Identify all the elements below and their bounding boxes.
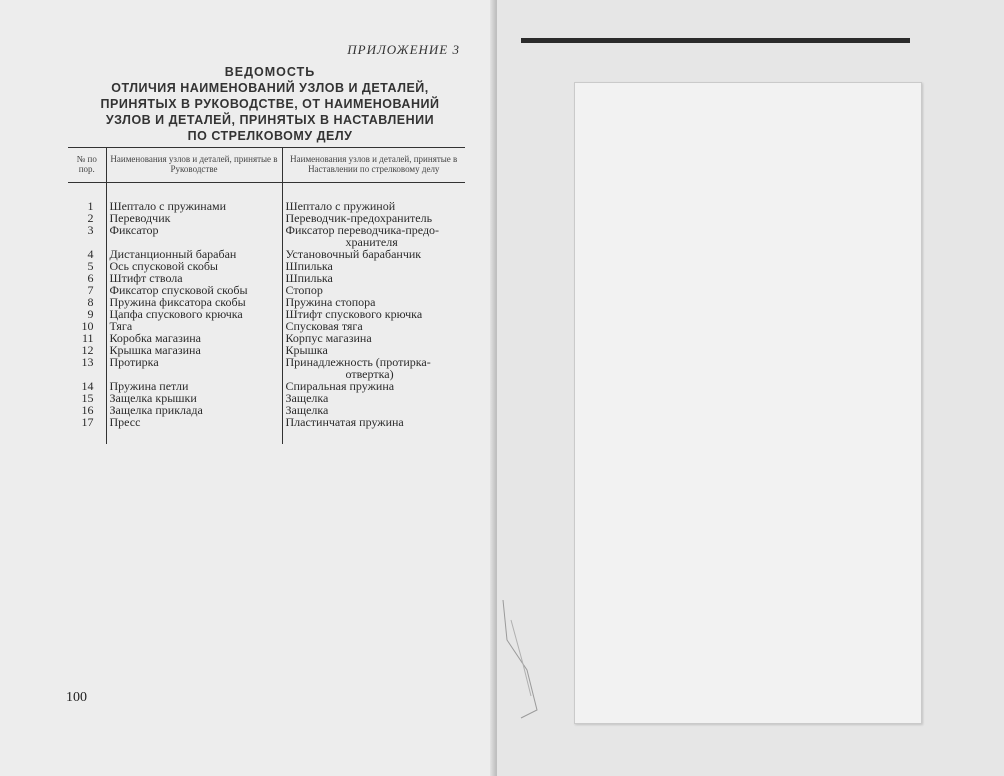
row-number: 1	[87, 199, 94, 213]
row-number: 2	[87, 211, 94, 225]
row-number: 14	[81, 379, 94, 393]
row-number: 3	[87, 223, 94, 237]
manual-name: Переводчик	[106, 212, 282, 224]
row-number: 11	[81, 331, 94, 345]
page-number: 100	[66, 690, 87, 705]
title-line: УЗЛОВ И ДЕТАЛЕЙ, ПРИНЯТЫХ В НАСТАВЛЕНИИ	[105, 113, 435, 127]
row-number: 8	[87, 295, 94, 309]
instruction-name-text: Защелка	[285, 403, 329, 417]
manual-name: Тяга	[106, 320, 282, 332]
instruction-name-text: Стопор	[285, 283, 323, 297]
row-number: 15	[81, 391, 94, 405]
instruction-name-text: Шпилька	[285, 259, 333, 273]
table-row	[68, 416, 465, 428]
manual-name: Фиксатор	[106, 224, 282, 248]
manual-name: Фиксатор спусковой скобы	[106, 284, 282, 296]
row-number: 6	[87, 271, 94, 285]
header-rule	[521, 38, 910, 43]
instruction-name-text: Защелка	[285, 391, 329, 405]
header-number: № по пор.	[68, 148, 106, 183]
instruction-name-text: Шпилька	[285, 271, 333, 285]
instruction-name-text: Установочный барабанчик	[285, 247, 422, 261]
header-manual-name: Наименования узлов и деталей, принятые в Руководстве	[106, 148, 282, 183]
instruction-name-text: Шептало с пружиной	[285, 199, 396, 213]
title-line: ПРИНЯТЫХ В РУКОВОДСТВЕ, ОТ НАИМЕНОВАНИЙ	[100, 97, 440, 111]
appendix-label: ПРИЛОЖЕНИЕ 3	[347, 42, 460, 57]
instruction-name-text: Переводчик-предохранитель	[285, 211, 433, 225]
title-main: ВЕДОМОСТЬ	[224, 65, 316, 79]
document-title	[60, 64, 480, 144]
manual-name: Дистанционный барабан	[106, 248, 282, 260]
manual-name: Пружина фиксатора скобы	[106, 296, 282, 308]
manual-name: Коробка магазина	[106, 332, 282, 344]
instruction-name-text: Фиксатор переводчика-предо-	[285, 223, 440, 237]
manual-name: Пружина петли	[106, 380, 282, 392]
torn-paper-edge	[497, 600, 545, 720]
manual-name: Шептало с пружинами	[106, 200, 282, 212]
instruction-name-text: Спусковая тяга	[285, 319, 363, 333]
row-number: 12	[81, 343, 94, 357]
instruction-name-text: Пластинчатая пружина	[285, 415, 404, 429]
comparison-table	[68, 147, 465, 444]
instruction-name	[282, 224, 465, 248]
row-number: 13	[81, 355, 94, 369]
instruction-name-text: Корпус магазина	[285, 331, 372, 345]
instruction-name	[282, 356, 465, 380]
manual-name: Крышка магазина	[106, 344, 282, 356]
instruction-name-text: Спиральная пружина	[285, 379, 395, 393]
header-instruction-name: Наименования узлов и деталей, принятые в Наставлении по стрелковому делу	[282, 148, 465, 183]
row-number: 10	[81, 319, 94, 333]
manual-name: Цапфа спускового крючка	[106, 308, 282, 320]
manual-name: Штифт ствола	[106, 272, 282, 284]
manual-name: Защелка крышки	[106, 392, 282, 404]
instruction-name-text: Штифт спускового крючка	[285, 307, 423, 321]
row-number: 7	[87, 283, 94, 297]
table-header-row	[68, 148, 465, 183]
table-spacer	[68, 428, 465, 444]
manual-name: Пресс	[106, 416, 282, 428]
row-number: 5	[87, 259, 94, 273]
instruction-name-text: Принадлежность (протирка-	[285, 355, 431, 369]
instruction-name-continuation: хранителя	[345, 235, 398, 249]
title-line: ОТЛИЧИЯ НАИМЕНОВАНИЙ УЗЛОВ И ДЕТАЛЕЙ,	[111, 81, 429, 95]
instruction-name-text: Крышка	[285, 343, 328, 357]
blank-paper-insert	[574, 82, 922, 724]
table-row	[68, 224, 465, 248]
table-row	[68, 356, 465, 380]
instruction-name-continuation: отвертка)	[345, 367, 394, 381]
instruction-name-text: Пружина стопора	[285, 295, 376, 309]
title-line: ПО СТРЕЛКОВОМУ ДЕЛУ	[187, 129, 353, 143]
instruction-name	[282, 416, 465, 428]
manual-name: Ось спусковой скобы	[106, 260, 282, 272]
row-number: 17	[81, 415, 94, 429]
manual-name: Протирка	[106, 356, 282, 380]
manual-name: Защелка приклада	[106, 404, 282, 416]
row-number: 9	[87, 307, 94, 321]
left-page	[0, 0, 497, 776]
row-number: 4	[87, 247, 94, 261]
table-spacer	[68, 183, 465, 201]
row-number: 16	[81, 403, 94, 417]
